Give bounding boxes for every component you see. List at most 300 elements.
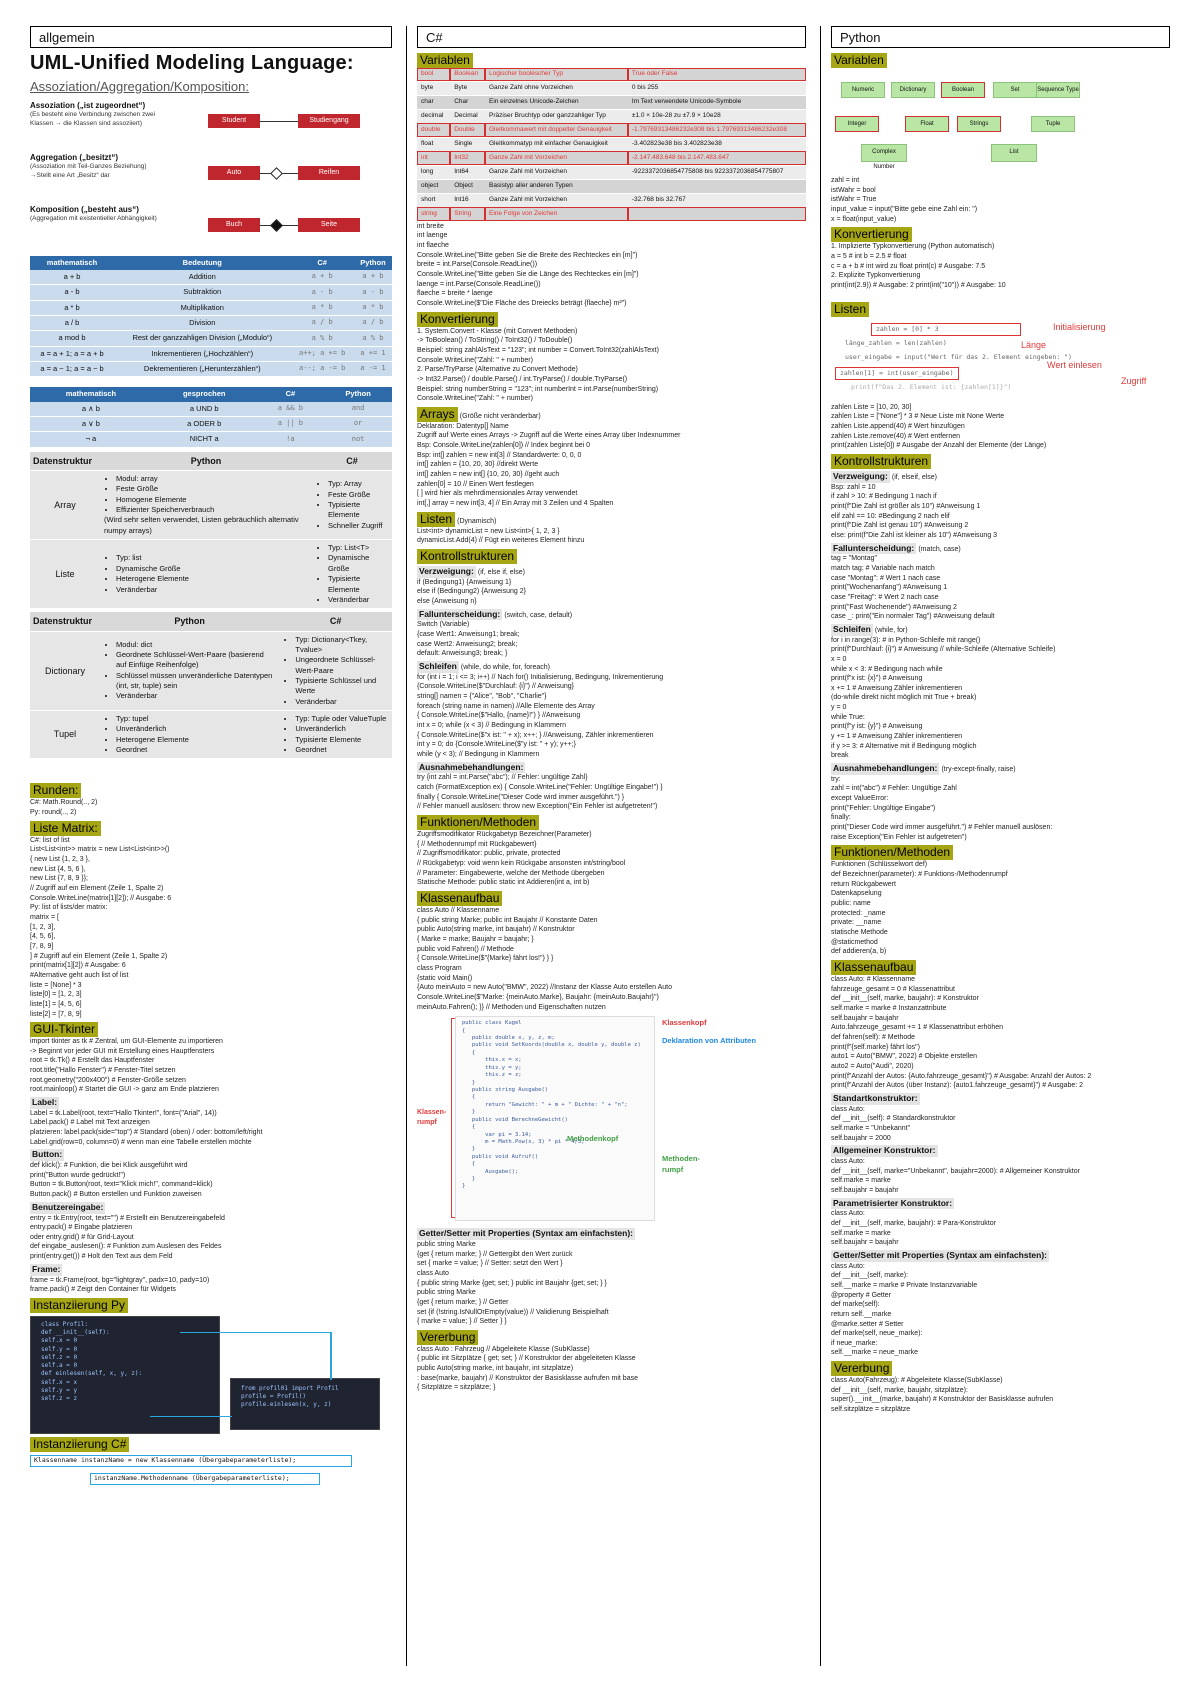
table-row (30, 315, 392, 330)
code-line: this.y = y; (462, 1064, 522, 1071)
type-row (417, 165, 806, 179)
text-line: breite = int.Parse(Console.ReadLine()) (417, 261, 538, 269)
cs-schleifen-heading: Schleifen (419, 661, 457, 672)
text-line: self.sitzplätze = sitzplätze (831, 1406, 911, 1414)
section-konvertierung-cs: Konvertierung (417, 312, 498, 327)
column-header-python: Python (831, 26, 1170, 48)
table-header-cell: Python (100, 452, 312, 471)
table-cell: ¬ a (30, 432, 152, 447)
code-line: } (462, 1109, 476, 1116)
table-header-row (30, 256, 392, 270)
tk-label-heading: Label: (32, 1097, 58, 1108)
text-line: { public int SitzpIätze { get; set; } // Konstruktor der abgeleiteten Klasse (417, 1355, 636, 1363)
section-konvertierung-py: Konvertierung (831, 227, 912, 242)
list-item: • Dynamische Größe (328, 553, 388, 574)
matrix-lines (30, 836, 392, 1019)
text-line: public string Marke (417, 1240, 476, 1248)
text-line: { public string Marke; public int Baujahr // Konstante Daten (417, 916, 598, 924)
type-cell: object (417, 179, 450, 193)
text-line: print("Fast Wochenende") #Anweisung 2 (831, 603, 957, 611)
type-row (417, 193, 806, 207)
text-line: C#: list of list (30, 836, 70, 844)
text-line: def eingabe_auslesen(): # Funktion zum Auslesen des Feldes (30, 1243, 222, 1251)
text-line: Label.pack() # Label mit Text anzeigen (30, 1119, 150, 1127)
py-ctrl4-lines (831, 775, 1170, 843)
text-line: liste[2] = [7, 8, 9] (30, 1010, 82, 1018)
table-row (30, 471, 392, 540)
text-line: print(f"Die Zahl ist größer als 10") #Anweisung 1 (831, 502, 981, 510)
table-cell: a - b (30, 285, 114, 300)
table-cell: Inkrementieren („Hochzählen“) (114, 346, 290, 361)
text-line: int[,] array = new int[3, 4] // Ein Array mit 3 Zeilen und 4 Spalten (417, 500, 614, 508)
text-line: ] # Zugriff auf ein Element (Zeile 1, Spalte 2) (30, 952, 168, 960)
datastructure-name: Dictionary (30, 631, 100, 710)
python-list (104, 474, 308, 515)
type-cell: Präziser Bruchtyp oder ganzzahliger Typ (485, 109, 628, 123)
text-line: [1, 2, 3], (30, 923, 56, 931)
text-line: Button = tk.Button(root, text="Klick mich!", command=klick) (30, 1181, 213, 1189)
text-line: (do-while direkt nicht möglich mit True + break) (831, 694, 977, 702)
text-line: 1. Implizierte Typkonvertierung (Python automatisch) (831, 243, 995, 251)
table-cell: a ODER b (152, 416, 257, 431)
label-klassenkopf: Klassenkopf (662, 1018, 707, 1028)
text-line: self.baujahr = 2000 (831, 1134, 891, 1142)
section-klassenaufbau-py: Klassenaufbau (831, 960, 916, 975)
python-list (104, 553, 308, 594)
list-init-line: zahlen = [0] * 3 (871, 323, 1021, 336)
csharp-cell (279, 711, 392, 759)
table-cell: a ∧ b (30, 402, 152, 417)
code-line: } (462, 1176, 476, 1183)
code-line: public class Kugel (462, 1020, 522, 1027)
text-line: [ ] wird hier als mehrdimensionales Array verwendet (417, 490, 578, 498)
text-line: -> Int32.Parse() / double.Parse() / int.TryParse() / double.TryParse() (417, 375, 628, 383)
tk-input-lines (30, 1214, 392, 1262)
csharp-cell (279, 631, 392, 710)
text-line: Bsp: zahl = 10 (831, 483, 876, 491)
text-line: return self.__marke (831, 1310, 892, 1318)
list-item: • Modul: array (116, 474, 308, 484)
text-line: print(f"{self.marke} fährt los") (831, 1043, 921, 1051)
text-line: : base(marke, baujahr) // Konstruktor der Basisklasse aufrufen mit base (417, 1374, 638, 1382)
type-cell: ±1.0 × 10e-28 zu ±7.9 × 10e28 (628, 109, 806, 123)
type-node: Tuple (1031, 116, 1075, 132)
table-cell: a mod b (30, 331, 114, 346)
text-line: import tkinter as tk # Zentral, um GUI-Elemente zu importieren (30, 1038, 223, 1046)
text-line: print(f"x ist: {x}") # Anweisung (831, 675, 923, 683)
text-line: case "Montag": # Wert 1 nach case (831, 574, 941, 582)
list-item: • Unveränderlich (295, 724, 388, 734)
label-deklaration-attribute: Deklaration von Attributen (662, 1036, 756, 1046)
uml-subtitle: Assoziation/Aggregation/Komposition: (30, 78, 249, 94)
code-line: public string Ausgabe() (462, 1086, 549, 1093)
type-cell: Int32 (450, 151, 485, 165)
text-line: Beispiel: string zahlAlsText = "123"; int number = Convert.ToInt32(zahlAlsText) (417, 346, 659, 354)
py-all-konstruktor-heading: Allgemeiner Konstruktor: (833, 1145, 936, 1156)
type-cell (628, 179, 806, 193)
python-usage-code-image (230, 1378, 380, 1430)
text-line: for i in range(3): # in Python-Schleife mit range() (831, 636, 981, 644)
section-vererbung-cs: Vererbung (417, 1330, 478, 1345)
type-cell: Int64 (450, 165, 485, 179)
uml-relation (30, 204, 392, 256)
text-line: def __init__(self): # Standardkonstruktor (831, 1115, 956, 1123)
text-line: public void Fahren() // Methode (417, 945, 514, 953)
code-line: var pi = 3.14; (462, 1131, 532, 1138)
csharp-type-table (417, 68, 806, 222)
table-cell: a * b (30, 300, 114, 315)
label-methodenrumpf: Methoden-rumpf (662, 1154, 700, 1174)
text-line: if zahl > 10: # Bedingung 1 nach if (831, 493, 937, 501)
code-line: this.z = z; (462, 1072, 522, 1079)
table-cell: Addition (114, 270, 290, 285)
type-cell: double (417, 123, 450, 137)
table-header-cell: C# (312, 452, 392, 471)
cs-ausnahme-heading: Ausnahmebehandlungen: (419, 761, 524, 772)
code-line: self.x = 0 (41, 1337, 78, 1345)
table-row (30, 285, 392, 300)
cs-fall-note: (switch, case, default) (504, 611, 573, 619)
type-cell: long (417, 165, 450, 179)
table-header-cell: C# (257, 387, 325, 401)
list-item: • Geordnet (295, 745, 388, 755)
text-line: def marke(self): (831, 1301, 880, 1309)
table-header-row (30, 387, 392, 401)
list-item: • Typ: tupel (116, 714, 275, 724)
type-cell: bool (417, 68, 450, 81)
cs-verzweigung-note: (if, else if, else) (477, 569, 525, 577)
text-line: class Auto: (831, 1105, 865, 1113)
text-line: meinAuto.Fahren(); }} // Methoden und Eigenschaften nutzen (417, 1003, 606, 1011)
type-cell: int (417, 151, 450, 165)
list-item: • Typ: Tuple oder ValueTuple (295, 714, 388, 724)
relation-desc: (Assoziation mit Teil-Ganzes Beziehung) (30, 162, 147, 170)
text-line: {static void Main() (417, 974, 473, 982)
tk-input-heading: Benutzereingabe: (32, 1201, 104, 1212)
text-line: matrix = [ (30, 913, 59, 921)
list-item: • Veränderbar (116, 691, 275, 701)
type-cell: Double (450, 123, 485, 137)
column-allgemein (30, 26, 392, 1666)
code-line: } (462, 1079, 476, 1086)
type-cell: Object (450, 179, 485, 193)
text-line: // Zugriff auf ein Element (Zeile 1, Spalte 2) (30, 884, 164, 892)
datastructure-name: Tupel (30, 711, 100, 759)
text-line: a = 5 # int b = 2.5 # float (831, 252, 907, 260)
list-item: • Homogene Elemente (116, 495, 308, 505)
text-line: else if (Bedingung2) {Anweisung 2} (417, 588, 526, 596)
text-line: def Bezeichner(parameter): # Funktions-/Methodenrumpf (831, 871, 1008, 879)
py-verzweigung-heading: Verzweigung: (833, 470, 888, 481)
text-line: x += 1 # Anweisung Zähler inkrementieren (831, 684, 963, 692)
code-line: public void Aufruf() (462, 1153, 539, 1160)
relation-desc: Klassen → die Klassen sind assoziiert) (30, 119, 142, 127)
uml-class-box: Seite (298, 218, 360, 232)
ann-zugriff: Zugriff (1121, 375, 1147, 386)
py-var-lines (831, 176, 1170, 224)
type-cell: Single (450, 137, 485, 151)
cs-array-lines (417, 422, 806, 509)
list-item: • Typ: Array (328, 479, 388, 489)
code-line: def __init__(self): (41, 1329, 110, 1337)
connector-arrow-2 (150, 1416, 232, 1418)
text-line: [7, 8, 9] (30, 942, 54, 950)
table-cell: !a (257, 432, 325, 447)
table-cell: Subtraktion (114, 285, 290, 300)
text-line: { Console.WriteLine($"x ist: " + x); x++; } //Anweisung, Zähler inkrementieren (417, 731, 654, 739)
list-item: • Ungeordnete Schlüssel-Wert-Paare (295, 655, 388, 676)
column-python (820, 26, 1170, 1666)
type-cell: Byte (450, 81, 485, 95)
text-line: set { marke = value; } // Setter: setzt den Wert } (417, 1260, 563, 1268)
type-cell: -2.147.483.648 bis 2.147.483.647 (628, 151, 806, 165)
text-line: try: (831, 775, 841, 783)
relation-title: Aggregation („besitzt“) (30, 152, 118, 162)
py-list-lines (831, 403, 1170, 451)
text-line: self.__marke = marke # Private Instanzvariable (831, 1281, 978, 1289)
list-item: • Feste Größe (116, 484, 308, 494)
list-item: • Typisierte Elemente (295, 735, 388, 745)
text-line: platzieren: label.pack(side="top") # Standard (oben) / oder: bottom/left/right (30, 1129, 263, 1137)
csharp-list (316, 479, 388, 531)
section-gui-tkinter: GUI-Tkinter (30, 1022, 98, 1037)
cs-ctrl2-lines (417, 620, 806, 659)
text-line: set {if (!string.IsNullOrEmpty(value)) // Validierung Beispielhaft (417, 1308, 609, 1316)
text-line: default: Anweisung3; break; } (417, 650, 508, 658)
text-line: frame.pack() # Zeigt den Container für Widgets (30, 1286, 176, 1294)
text-line: // Fehler manuell auslösen: throw new Exception("Ein Fehler ist aufgetreten!") (417, 803, 658, 811)
python-cell (100, 471, 312, 540)
table-cell: a % b (290, 331, 353, 346)
python-type-tree (831, 72, 1170, 172)
text-line: istWahr = bool (831, 186, 876, 194)
text-line: C#: Math.Round(.., 2) (30, 799, 98, 807)
text-line: Console.WriteLine("Zahl: " + number) (417, 395, 533, 403)
type-row (417, 68, 806, 81)
text-line: { Console.WriteLine($"Hallo, {name}!") } //Anweisung (417, 712, 581, 720)
tk-button-lines (30, 1161, 392, 1200)
table-cell: NICHT a (152, 432, 257, 447)
ann-initialisierung: Initialisierung (1053, 321, 1106, 332)
table-cell: a / b (290, 315, 353, 330)
type-cell: short (417, 193, 450, 207)
list-item: • Schneller Zugriff (328, 521, 388, 531)
cheat-sheet-page (30, 26, 1170, 1666)
list-item: • Schlüssel müssen unveränderliche Datentypen (int, str, tuple) sein (116, 671, 275, 692)
text-line: new List {7, 8, 9 }}; (30, 875, 88, 883)
type-cell: Gleitkommawert mit doppelter Genauigkeit (485, 123, 628, 137)
table-row (30, 711, 392, 759)
python-note: (Wird sehr selten verwendet, Listen gebräuchlich alternativ numpy arrays) (104, 515, 299, 535)
csharp-list (283, 714, 388, 755)
python-cell (100, 540, 312, 609)
text-line: fahrzeuge_gesamt = 0 # Klassenattribut (831, 985, 955, 993)
code-line: { (462, 1094, 476, 1101)
text-line: {get { return marke; } // Gettergibt den Wert zurück (417, 1250, 573, 1258)
instanziierung-cs-screenshot (30, 1455, 392, 1487)
py-ausnahme-note: (try-except-finally, raise) (941, 766, 1016, 774)
text-line: catch (FormatException ex) { Console.WriteLine("Fehler: Ungültige Eingabe!") } (417, 784, 663, 792)
text-line: protected: _name (831, 909, 886, 917)
py-class-lines (831, 975, 1170, 1091)
table-cell: Division (114, 315, 290, 330)
table-cell: a UND b (152, 402, 257, 417)
section-liste-matrix: Liste Matrix: (30, 821, 101, 836)
text-line: while True: (831, 713, 865, 721)
column-header-allgemein: allgemein (30, 26, 392, 48)
list-item: • Heterogene Elemente (116, 735, 275, 745)
type-node: Dictionary (891, 82, 935, 98)
text-line: def fahren(self): # Methode (831, 1033, 916, 1041)
python-list-screenshot (831, 321, 1170, 403)
type-cell: Ganze Zahl mit Vorzeichen (485, 193, 628, 207)
text-line: case Wert2: Anweisung2; break; (417, 640, 518, 648)
section-instanziierung-cs: Instanziierung C# (30, 1437, 129, 1452)
table-cell: a = a + 1; a = a + b (30, 346, 114, 361)
section-kontrollstrukturen-cs: Kontrollstrukturen (417, 549, 517, 564)
text-line: print(zahlen Liste[0]) # Ausgabe der Anzahl der Elemente (der Länge) (831, 442, 1047, 450)
text-line: Console.WriteLine("Zahl: " + number) (417, 356, 533, 364)
text-line: self.baujahr = baujahr (831, 1239, 899, 1247)
text-line: class Auto: (831, 1210, 865, 1218)
text-line: Py: round(.., 2) (30, 809, 77, 817)
type-cell: 0 bis 255 (628, 81, 806, 95)
type-cell: Basistyp aller anderen Typen (485, 179, 628, 193)
code-line: def einlesen(self, x, y, z): (41, 1370, 143, 1378)
cs-getset-heading: Getter/Setter mit Properties (Syntax am einfachsten): (419, 1228, 633, 1239)
code-line: public double x, y, z, m; (462, 1035, 555, 1042)
list-item: • Unveränderlich (116, 724, 275, 734)
type-cell: -3.402823e38 bis 3.402823e38 (628, 137, 806, 151)
cs-inherit-lines (417, 1345, 806, 1393)
text-line: print(f"Anzahl der Autos: {Auto.fahrzeuge_gesamt}") # Ausgabe: Anzahl der Autos: 2 (831, 1072, 1092, 1080)
py-getset-lines (831, 1262, 1170, 1359)
text-line: 2. Parse/TryParse (Alternative zu Convert Methode) (417, 366, 578, 374)
type-cell: decimal (417, 109, 450, 123)
table-cell: a * b (354, 300, 392, 315)
class-structure-diagram (417, 1016, 806, 1226)
type-cell: -9223372036854775808 bis 9223372036854775807 (628, 165, 806, 179)
text-line: if (Bedingung1) {Anweisung 1} (417, 578, 512, 586)
relation-title: Komposition („besteht aus“) (30, 204, 139, 214)
table-cell: a % b (354, 331, 392, 346)
py-std-konstruktor-heading: Standartkonstruktor: (833, 1092, 918, 1103)
text-line: Deklaration: Datentyp[] Name (417, 422, 509, 430)
code-line: m = Math.Pow(x, 3) * pi * 4/3; (462, 1138, 585, 1145)
table-row (30, 631, 392, 710)
table-cell: Multiplikation (114, 300, 290, 315)
table-header-cell: Datenstruktur (30, 452, 100, 471)
list-print-line: print(f"Das 2. Element ist: {zahlen[1]}") (851, 382, 1012, 391)
table-cell: Rest der ganzzahligen Division („Modulo“) (114, 331, 290, 346)
text-line: // Parameter: Eingabewerte, welche der Methode übergeben (417, 869, 605, 877)
code-line: public void BerechneGewicht() (462, 1116, 568, 1123)
type-cell: Logischer boolescher Typ (485, 68, 628, 81)
table-row (30, 300, 392, 315)
type-cell: Decimal (450, 109, 485, 123)
list-item: • Typ: Dictionary<Tkey, Tvalue> (295, 635, 388, 656)
text-line: else {Anweisung n} (417, 598, 477, 606)
text-line: dynamicList.Add(4) // Fügt ein weiteres Element hinzu (417, 537, 585, 545)
text-line: print("Button wurde gedrückt!") (30, 1171, 126, 1179)
cs-class-lines (417, 906, 806, 1012)
text-line: Beispiel: string numberString = "123"; int numberInt = int.Parse(numberString) (417, 385, 659, 393)
table-cell: not (324, 432, 392, 447)
table-cell: or (324, 416, 392, 431)
cs-func-lines (417, 830, 806, 888)
py-fall-heading: Fallunterscheidung: (833, 542, 915, 553)
code-line: } (462, 1146, 476, 1153)
code-line: from profil01 import Profil (241, 1384, 339, 1392)
uml-relation (30, 152, 392, 204)
text-line: List<List<int>> matrix = new List<List<int>>() (30, 846, 170, 854)
table-header-cell: gesprochen (152, 387, 257, 401)
table-cell: a + b (30, 270, 114, 285)
type-node: Strings (957, 116, 1001, 132)
text-line: elif zahl == 10: #Bedingung 2 nach elif (831, 512, 950, 520)
text-line: class Auto: (831, 1262, 865, 1270)
table-row (30, 416, 392, 431)
type-cell: Eine Folge von Zeichen (485, 207, 628, 221)
text-line: int[] zahlen = {10, 20, 30} //direkt Werte (417, 461, 539, 469)
text-line: self.baujahr = baujahr (831, 1186, 899, 1194)
text-line: finally { Console.WriteLine("Dieser Code wird immer ausgeführt.") } (417, 793, 625, 801)
text-line: public: name (831, 900, 871, 907)
text-line: if y >= 3: # Alternative mit if Bedingung möglich (831, 742, 977, 750)
type-node: Complex Number (861, 144, 907, 162)
text-line: int breite (417, 222, 444, 230)
text-line: case "Freitag": # Wert 2 nach case (831, 593, 939, 601)
text-line: int flaeche (417, 241, 449, 249)
py-ctrl2-lines (831, 554, 1170, 622)
list-item: • Veränderbar (116, 585, 308, 595)
listen-note: (Dynamisch) (457, 517, 497, 525)
label-klassenrumpf: Klassen-rumpf (417, 1109, 447, 1126)
instanziierung-py-screenshot (30, 1316, 392, 1434)
text-line: 1. System.Convert - Klasse (mit Convert Methoden) (417, 327, 578, 335)
type-row (417, 109, 806, 123)
text-line: int y = 0; do {Console.WriteLine($"y ist: " + y); y++;} (417, 741, 576, 749)
klassenrumpf-bracket (451, 1018, 455, 1218)
type-cell: -1.79769313486232e308 bis 1.79769313486232e308 (628, 123, 806, 137)
text-line: class Auto(Fahrzeug): # Abgeleitete Klasse(SubKlasse) (831, 1377, 1003, 1385)
list-item: • Modul: dict (116, 640, 275, 650)
relation-desc: →Stellt eine Art „Besitz“ dar (30, 171, 110, 179)
text-line: liste[1] = [4, 5, 6] (30, 1000, 82, 1008)
table-cell: a - b (290, 285, 353, 300)
text-line: Console.WriteLine($"Marke: {meinAuto.Marke}, Baujahr: {meinAuto.Baujahr}") (417, 993, 659, 1001)
text-line: x = 0 (831, 655, 847, 663)
cs-method-call-line: instanzName.Methodenname (Übergabeparameterliste); (90, 1473, 320, 1485)
text-line: laenge = int.Parse(Console.ReadLine()) (417, 280, 541, 288)
text-line: finally: (831, 814, 851, 822)
text-line: Zugriffsmodifikator Rückgabetyp Bezeichner(Parameter) (417, 831, 592, 839)
text-line: super().__init__(marke, baujahr) # Konstruktor der Basisklasse aufrufen (831, 1396, 1054, 1404)
code-line: self.y = y (41, 1386, 78, 1394)
text-line: def __init__(self, marke="Unbekannt", baujahr=2000): # Allgemeiner Konstruktor (831, 1167, 1080, 1175)
text-line: print(int(2.9)) # Ausgabe: 2 print(int("10")) # Ausgabe: 10 (831, 281, 1006, 289)
text-line: zahlen[0] = 10 // Einen Wert festlegen (417, 480, 534, 488)
text-line: root.title("Hallo Fenster") # Fenster-Titel setzen (30, 1067, 176, 1075)
type-row (417, 151, 806, 165)
text-line: statische Methode (831, 928, 888, 936)
type-cell: char (417, 95, 450, 109)
table-cell: a ∨ b (30, 416, 152, 431)
text-line: #Alternative geht auch list of list (30, 971, 129, 979)
table-header-cell: Python (100, 612, 279, 631)
py-inherit-lines (831, 1376, 1170, 1415)
section-variablen-py: Variablen (831, 53, 887, 68)
